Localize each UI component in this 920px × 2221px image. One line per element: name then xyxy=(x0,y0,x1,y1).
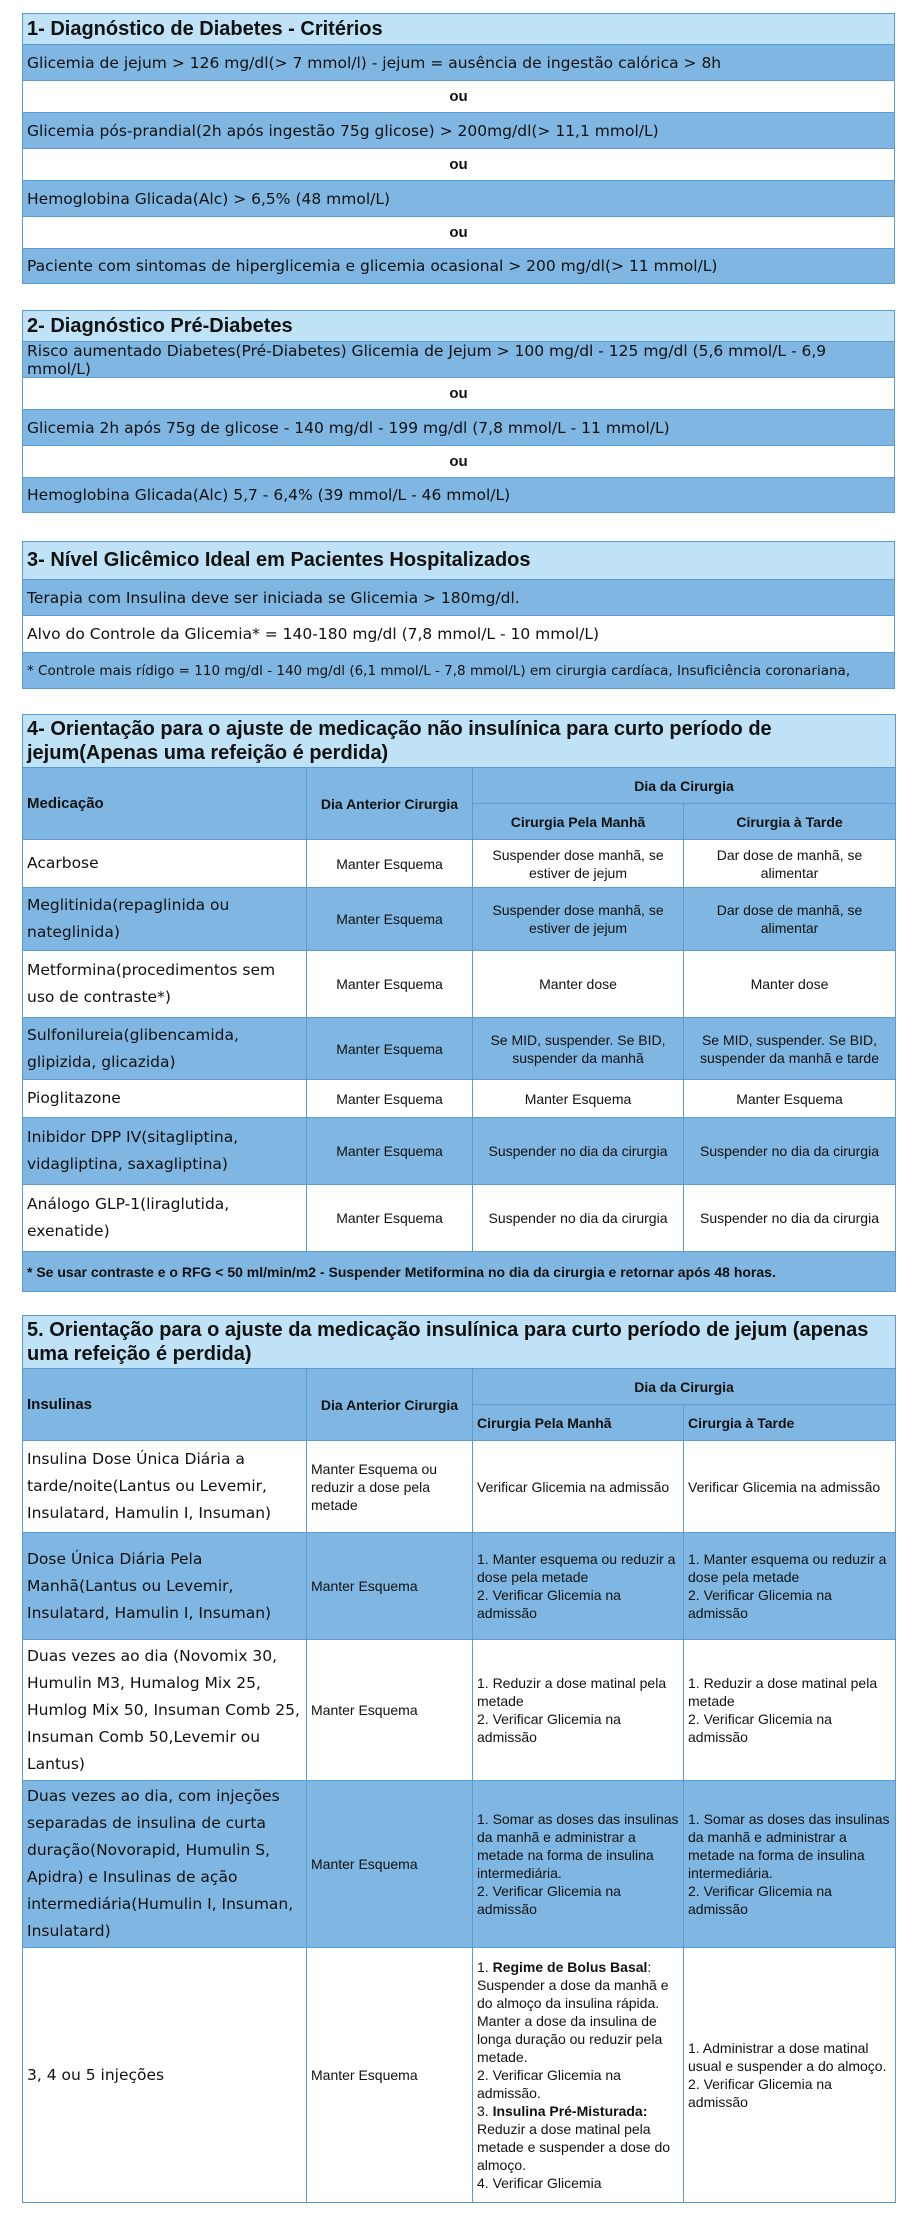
prev-day-cell: Manter Esquema xyxy=(307,1781,473,1948)
step-1: 1. Manter esquema ou reduzir a dose pela metade xyxy=(688,1551,887,1585)
morning-cell xyxy=(473,1533,684,1640)
step-heading: Insulina Pré-Misturada: xyxy=(492,2103,648,2119)
or-separator: ou xyxy=(22,377,895,409)
step-2: 2. Verificar Glicemia na admissão xyxy=(688,1883,832,1917)
insulin-name: 3, 4 ou 5 injeções xyxy=(23,1948,307,2203)
column-header-manha: Cirurgia Pela Manhã xyxy=(473,1405,684,1441)
step-2: 2. Verificar Glicemia na admissão xyxy=(477,1711,621,1745)
table-row xyxy=(23,1948,896,2203)
medication-name: Pioglitazone xyxy=(23,1080,307,1118)
section-diagnostico-pre-diabetes xyxy=(22,310,895,513)
afternoon-cell: Dar dose de manhã, se alimentar xyxy=(684,840,896,888)
column-header-dia-cirurgia: Dia da Cirurgia xyxy=(473,1369,896,1405)
step-number: 3. xyxy=(477,2103,493,2119)
section-diagnostico-diabetes xyxy=(22,13,895,284)
morning-cell: Se MID, suspender. Se BID, suspender da manhã xyxy=(473,1018,684,1080)
table-row xyxy=(23,1441,896,1533)
step-1: 1. Reduzir a dose matinal pela metade xyxy=(477,1675,667,1709)
column-header-manha: Cirurgia Pela Manhã xyxy=(473,804,684,840)
insulin-table xyxy=(22,1315,896,2203)
section-3-title: 3- Nível Glicêmico Ideal em Pacientes Hospitalizados xyxy=(22,541,895,579)
medication-name: Inibidor DPP IV(sitagliptina, vidagliptina, saxagliptina) xyxy=(23,1118,307,1185)
table-row xyxy=(23,951,896,1018)
prev-day-cell: Manter Esquema ou reduzir a dose pela metade xyxy=(307,1441,473,1533)
target-row: Alvo do Controle da Glicemia* = 140-180 mg/dl (7,8 mmol/L - 10 mmol/L) xyxy=(22,615,895,652)
criteria-row: Glicemia pós-prandial(2h após ingestão 75g glicose) > 200mg/dl(> 11,1 mmol/L) xyxy=(22,112,895,148)
or-separator: ou xyxy=(22,80,895,112)
section-2-title: 2- Diagnóstico Pré-Diabetes xyxy=(22,310,895,341)
section-nivel-glicemico xyxy=(22,541,895,689)
step-1: 1. Somar as doses das insulinas da manhã e administrar a metade na forma de insulina intermediária. xyxy=(477,1811,679,1881)
morning-cell: Suspender no dia da cirurgia xyxy=(473,1185,684,1252)
step-1: 1. Reduzir a dose matinal pela metade xyxy=(688,1675,878,1709)
morning-cell: Suspender dose manhã, se estiver de jejum xyxy=(473,888,684,951)
afternoon-cell: Manter dose xyxy=(684,951,896,1018)
morning-cell xyxy=(473,1781,684,1948)
table-row xyxy=(23,888,896,951)
medication-name: Meglitinida(repaglinida ou nateglinida) xyxy=(23,888,307,951)
step-1: 1. Administrar a dose matinal usual e suspender a do almoço. xyxy=(688,2040,887,2074)
step-2: 2. Verificar Glicemia na admissão xyxy=(688,1587,832,1621)
prev-day-cell: Manter Esquema xyxy=(307,951,473,1018)
step-1: 1. Manter esquema ou reduzir a dose pela metade xyxy=(477,1551,676,1585)
step-1: 1. Somar as doses das insulinas da manhã e administrar a metade na forma de insulina intermediária. xyxy=(688,1811,890,1881)
medication-name: Metformina(procedimentos sem uso de contraste*) xyxy=(23,951,307,1018)
afternoon-cell: Dar dose de manhã, se alimentar xyxy=(684,888,896,951)
prev-day-cell: Manter Esquema xyxy=(307,1640,473,1781)
prev-day-cell: Manter Esquema xyxy=(307,1118,473,1185)
morning-cell xyxy=(473,1640,684,1781)
table-row xyxy=(23,1781,896,1948)
table-row xyxy=(23,1533,896,1640)
section-5-title: 5. Orientação para o ajuste da medicação insulínica para curto período de jejum (apenas uma refeição é perdida) xyxy=(23,1316,896,1369)
step-text: Reduzir a dose matinal pela metade e suspender a dose do almoço. xyxy=(477,2121,671,2173)
morning-cell: Manter Esquema xyxy=(473,1080,684,1118)
prev-day-cell: Manter Esquema xyxy=(307,1948,473,2203)
step-4: 4. Verificar Glicemia xyxy=(477,2175,602,2191)
table-row xyxy=(23,1640,896,1781)
table-row xyxy=(23,840,896,888)
medication-name: Análogo GLP-1(liraglutida, exenatide) xyxy=(23,1185,307,1252)
step-3 xyxy=(477,2102,679,2174)
prev-day-cell: Manter Esquema xyxy=(307,840,473,888)
afternoon-cell xyxy=(684,1533,896,1640)
afternoon-cell: Suspender no dia da cirurgia xyxy=(684,1185,896,1252)
morning-cell: Verificar Glicemia na admissão xyxy=(473,1441,684,1533)
medication-name: Acarbose xyxy=(23,840,307,888)
section-4-title: 4- Orientação para o ajuste de medicação não insulínica para curto período de jejum(Apenas uma refeição é perdida) xyxy=(23,715,896,768)
step-heading: Regime de Bolus Basal xyxy=(492,1959,648,1975)
criteria-row: Glicemia 2h após 75g de glicose - 140 mg/dl - 199 mg/dl (7,8 mmol/L - 11 mmol/L) xyxy=(22,409,895,445)
morning-cell: Manter dose xyxy=(473,951,684,1018)
or-separator: ou xyxy=(22,445,895,477)
non-insulin-table xyxy=(22,714,896,1292)
target-footnote: * Controle mais rídigo = 110 mg/dl - 140 mg/dl (6,1 mmol/L - 7,8 mmol/L) em cirurgia cardíaca, Insuficiência coronariana, xyxy=(22,652,895,689)
medication-name: Sulfonilureia(glibencamida, glipizida, glicazida) xyxy=(23,1018,307,1080)
insulin-name: Dose Única Diária Pela Manhã(Lantus ou Levemir, Insulatard, Hamulin I, Insuman) xyxy=(23,1533,307,1640)
table-row xyxy=(23,1118,896,1185)
table-row xyxy=(23,1018,896,1080)
criteria-row: Hemoglobina Glicada(Alc) 5,7 - 6,4% (39 mmol/L - 46 mmol/L) xyxy=(22,477,895,513)
target-row: Terapia com Insulina deve ser iniciada se Glicemia > 180mg/dl. xyxy=(22,579,895,615)
column-header-tarde: Cirurgia à Tarde xyxy=(684,804,896,840)
or-separator: ou xyxy=(22,148,895,180)
step-2: 2. Verificar Glicemia na admissão xyxy=(477,1883,621,1917)
criteria-row: Risco aumentado Diabetes(Pré-Diabetes) Glicemia de Jejum > 100 mg/dl - 125 mg/dl (5,6 mmol/L - 6,9 mmol/L) xyxy=(22,341,895,377)
column-header-medicacao: Medicação xyxy=(23,768,307,840)
table-row xyxy=(23,1185,896,1252)
column-header-dia-cirurgia: Dia da Cirurgia xyxy=(473,768,896,804)
afternoon-cell: Suspender no dia da cirurgia xyxy=(684,1118,896,1185)
step-text: : Suspender a dose da manhã e do almoço da insulina rápida. Manter a dose da insulina de longa duração ou reduzir pela metade. xyxy=(477,1959,669,2065)
step-1 xyxy=(477,1958,679,2066)
step-2: 2. Verificar Glicemia na admissão xyxy=(688,2076,832,2110)
afternoon-cell xyxy=(684,1640,896,1781)
insulin-name: Duas vezes ao dia (Novomix 30, Humulin M3, Humalog Mix 25, Humlog Mix 50, Insuman Comb 25, Insuman Comb 50,Levemir ou Lantus) xyxy=(23,1640,307,1781)
afternoon-cell: Verificar Glicemia na admissão xyxy=(684,1441,896,1533)
column-header-dia-anterior: Dia Anterior Cirurgia xyxy=(307,1369,473,1441)
insulin-name: Insulina Dose Única Diária a tarde/noite(Lantus ou Levemir, Insulatard, Hamulin I, Insuman) xyxy=(23,1441,307,1533)
prev-day-cell: Manter Esquema xyxy=(307,1185,473,1252)
prev-day-cell: Manter Esquema xyxy=(307,888,473,951)
afternoon-cell xyxy=(684,1948,896,2203)
morning-cell: Suspender dose manhã, se estiver de jejum xyxy=(473,840,684,888)
column-header-dia-anterior: Dia Anterior Cirurgia xyxy=(307,768,473,840)
column-header-tarde: Cirurgia à Tarde xyxy=(684,1405,896,1441)
step-2: 2. Verificar Glicemia na admissão xyxy=(688,1711,832,1745)
morning-cell xyxy=(473,1948,684,2203)
or-separator: ou xyxy=(22,216,895,248)
step-number: 1. xyxy=(477,1959,493,1975)
afternoon-cell: Manter Esquema xyxy=(684,1080,896,1118)
afternoon-cell: Se MID, suspender. Se BID, suspender da manhã e tarde xyxy=(684,1018,896,1080)
prev-day-cell: Manter Esquema xyxy=(307,1533,473,1640)
prev-day-cell: Manter Esquema xyxy=(307,1018,473,1080)
section-1-title: 1- Diagnóstico de Diabetes - Critérios xyxy=(22,13,895,44)
table-footnote: * Se usar contraste e o RFG < 50 ml/min/m2 - Suspender Metiformina no dia da cirurgia e retornar após 48 horas. xyxy=(23,1252,896,1292)
afternoon-cell xyxy=(684,1781,896,1948)
step-2: 2. Verificar Glicemia na admissão. xyxy=(477,2067,621,2101)
step-2: 2. Verificar Glicemia na admissão xyxy=(477,1587,621,1621)
criteria-row: Glicemia de jejum > 126 mg/dl(> 7 mmol/l) - jejum = ausência de ingestão calórica > 8h xyxy=(22,44,895,80)
criteria-row: Hemoglobina Glicada(Alc) > 6,5% (48 mmol/L) xyxy=(22,180,895,216)
prev-day-cell: Manter Esquema xyxy=(307,1080,473,1118)
morning-cell: Suspender no dia da cirurgia xyxy=(473,1118,684,1185)
insulin-name: Duas vezes ao dia, com injeções separadas de insulina de curta duração(Novorapid, Humulin S, Apidra) e Insulinas de ação intermediária(Humulin I, Insuman, Insulatard) xyxy=(23,1781,307,1948)
criteria-row: Paciente com sintomas de hiperglicemia e glicemia ocasional > 200 mg/dl(> 11 mmol/L) xyxy=(22,248,895,284)
section-medicacao-insulinica xyxy=(22,1315,895,2203)
section-medicacao-nao-insulinica xyxy=(22,714,895,1292)
column-header-insulinas: Insulinas xyxy=(23,1369,307,1441)
table-row xyxy=(23,1080,896,1118)
